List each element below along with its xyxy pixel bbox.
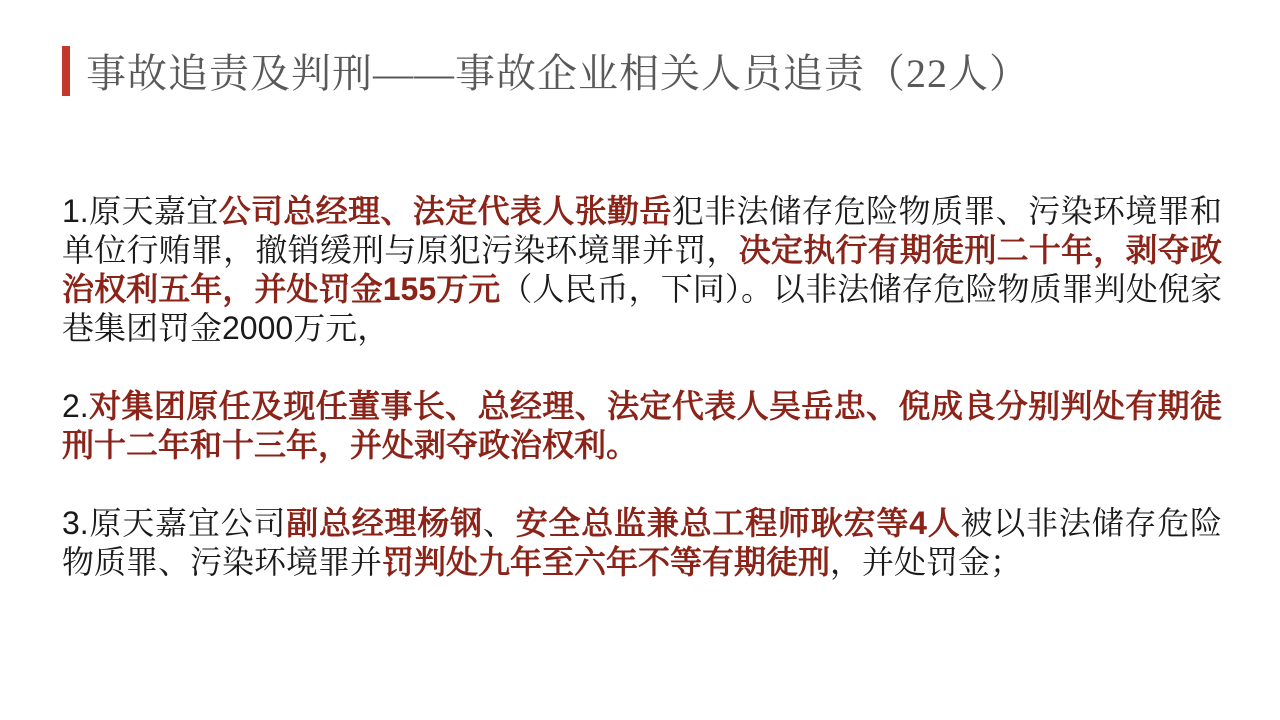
text-segment: 2. (62, 388, 89, 424)
text-segment: 、 (482, 505, 516, 541)
title-accent-bar (62, 46, 70, 96)
slide-title-block (62, 42, 1030, 99)
emphasis-segment: 对集团原任及现任董事长、总经理、法定代表人吴岳忠、倪成良分别判处有期徒刑十二年和十三年，并处剥夺政治权利。 (62, 388, 1222, 463)
text-segment: 犯非法储存危险物质罪、污染环境罪和单位行贿罪，撤销缓刑与原犯污染环境罪并罚， (62, 193, 1222, 268)
emphasis-segment: 公司总经理、法定代表人张勤岳 (218, 193, 672, 229)
paragraph-3 (62, 504, 1222, 582)
slide-body (62, 192, 1222, 621)
text-segment: 被以非法储存危险物质罪、污染环境罪并 (62, 505, 1222, 580)
emphasis-segment: 副总经理杨钢 (286, 505, 483, 541)
emphasis-segment: 罚判处九年至六年不等有期徒刑 (382, 544, 831, 580)
emphasis-segment: 安全总监兼总工程师耿宏等4人 (515, 505, 961, 541)
text-segment: ，并处罚金； (830, 544, 1023, 580)
slide-title: 事故追责及判刑——事故企业相关人员追责（22人） (86, 51, 1030, 96)
text-segment: （人民币，下同）。以非法储存危险物质罪判处倪家巷集团罚金2000万元， (62, 271, 1222, 346)
text-segment: 1.原天嘉宜 (62, 193, 219, 229)
paragraph-1 (62, 192, 1222, 348)
text-segment: 3.原天嘉宜公司 (62, 505, 287, 541)
emphasis-segment: 决定执行有期徒刑二十年，剥夺政治权利五年，并处罚金155万元 (62, 232, 1222, 307)
paragraph-2 (62, 387, 1222, 465)
